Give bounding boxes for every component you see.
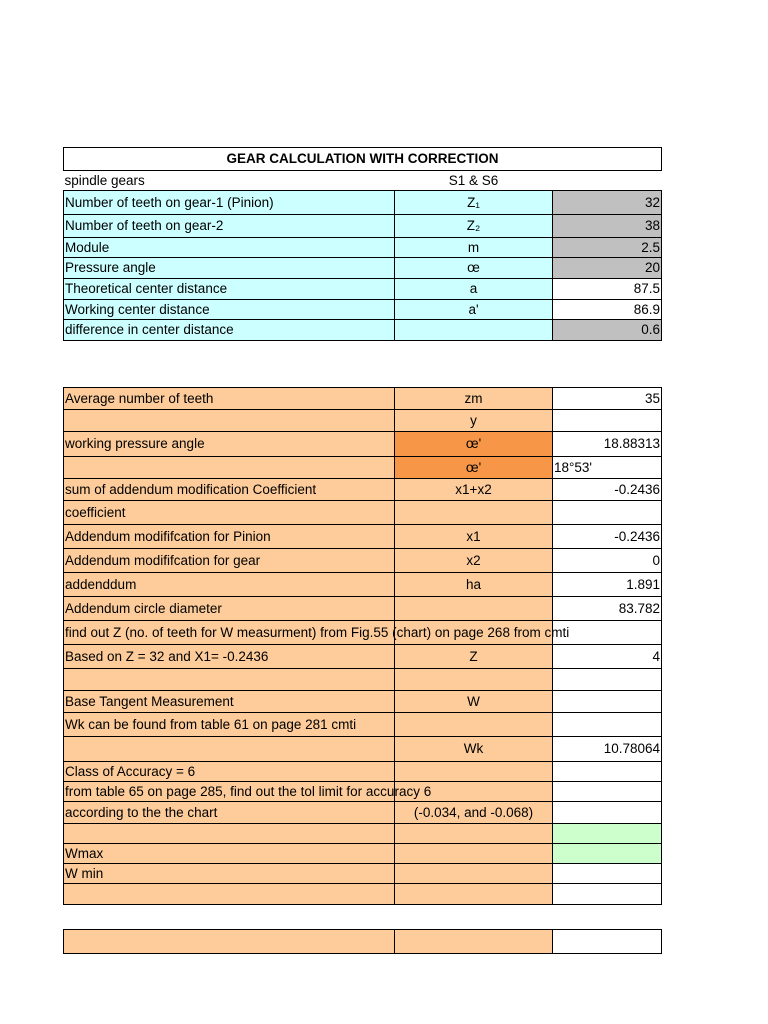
label-cell[interactable]: W min <box>64 864 395 884</box>
overflow-text: from table 65 on page 285, find out the tol limit for accuracy 6 <box>65 783 432 799</box>
subtitle-left-cell[interactable]: spindle gears <box>64 171 395 191</box>
calc-row <box>64 782 662 802</box>
symbol-cell[interactable] <box>395 669 553 691</box>
input-row <box>64 191 662 215</box>
symbol-cell[interactable] <box>395 824 553 844</box>
symbol-cell[interactable]: ha <box>395 573 553 597</box>
symbol-cell[interactable] <box>395 864 553 884</box>
input-row <box>64 238 662 258</box>
input-row <box>64 215 662 238</box>
subtitle-mid-cell[interactable]: S1 & S6 <box>395 171 553 191</box>
calc-row <box>64 762 662 782</box>
label-cell[interactable]: Class of Accuracy = 6 <box>64 762 395 782</box>
label-cell[interactable]: Pressure angle <box>64 258 395 279</box>
input-table <box>63 147 662 341</box>
symbol-cell[interactable] <box>395 884 553 905</box>
symbol-cell[interactable]: x1 <box>395 525 553 549</box>
footer-row <box>64 930 662 954</box>
label-cell[interactable]: Working center distance <box>64 300 395 320</box>
label-cell[interactable]: Average number of teeth <box>64 388 395 410</box>
symbol-cell[interactable]: x2 <box>395 549 553 573</box>
label-cell[interactable] <box>64 410 395 432</box>
label-cell[interactable]: Based on Z = 32 and X1= -0.2436 <box>64 645 395 669</box>
value-cell[interactable]: -0.2436 <box>553 525 662 549</box>
value-cell[interactable]: 10.78064 <box>553 737 662 762</box>
symbol-cell[interactable]: zm <box>395 388 553 410</box>
subtitle-right-cell[interactable] <box>553 171 662 191</box>
label-cell[interactable] <box>64 884 395 905</box>
symbol-cell[interactable]: œ' <box>395 457 553 479</box>
value-cell[interactable] <box>553 762 662 782</box>
calc-row <box>64 501 662 525</box>
input-row <box>64 279 662 300</box>
calc-row <box>64 388 662 410</box>
calc-row <box>64 844 662 864</box>
input-row <box>64 320 662 341</box>
label-cell[interactable]: Wmax <box>64 844 395 864</box>
calc-row <box>64 549 662 573</box>
label-cell[interactable]: sum of addendum modification Coefficient <box>64 479 395 501</box>
symbol-cell[interactable]: y <box>395 410 553 432</box>
symbol-cell[interactable]: Z₂ <box>395 215 553 238</box>
symbol-cell[interactable]: Z₁ <box>395 191 553 215</box>
value-cell[interactable] <box>553 782 662 802</box>
label-cell[interactable]: Addendum modififcation for gear <box>64 549 395 573</box>
symbol-cell[interactable] <box>395 930 553 954</box>
value-cell[interactable]: 0 <box>553 549 662 573</box>
overflow-text: find out Z (no. of teeth for W measurment) from Fig.55 (chart) on page 268 from cmti <box>65 624 570 640</box>
symbol-cell[interactable] <box>395 762 553 782</box>
sheet-title[interactable]: GEAR CALCULATION WITH CORRECTION <box>64 148 662 171</box>
subtitle-row <box>64 171 662 191</box>
value-cell[interactable]: 18.88313 <box>553 432 662 457</box>
label-cell[interactable] <box>64 457 395 479</box>
label-cell[interactable]: addenddum <box>64 573 395 597</box>
label-cell[interactable]: difference in center distance <box>64 320 395 341</box>
value-cell[interactable] <box>553 713 662 737</box>
symbol-cell[interactable] <box>395 320 553 341</box>
label-cell[interactable]: Number of teeth on gear-1 (Pinion) <box>64 191 395 215</box>
calc-row <box>64 884 662 905</box>
label-cell[interactable]: Addendum circle diameter <box>64 597 395 621</box>
label-cell[interactable]: Number of teeth on gear-2 <box>64 215 395 238</box>
footer-table <box>63 929 662 954</box>
symbol-cell[interactable]: m <box>395 238 553 258</box>
calc-row <box>64 864 662 884</box>
value-cell[interactable]: 83.782 <box>553 597 662 621</box>
symbol-cell[interactable]: x1+x2 <box>395 479 553 501</box>
symbol-cell[interactable]: a <box>395 279 553 300</box>
value-cell[interactable] <box>553 824 662 844</box>
value-cell[interactable]: 2.5 <box>553 238 662 258</box>
symbol-cell[interactable] <box>395 713 553 737</box>
calc-row <box>64 645 662 669</box>
value-cell[interactable]: 20 <box>553 258 662 279</box>
value-cell[interactable]: 86.9 <box>553 300 662 320</box>
value-cell[interactable]: 38 <box>553 215 662 238</box>
value-cell[interactable]: 0.6 <box>553 320 662 341</box>
symbol-cell[interactable]: a' <box>395 300 553 320</box>
value-cell[interactable] <box>553 864 662 884</box>
symbol-cell[interactable] <box>395 844 553 864</box>
calc-row <box>64 669 662 691</box>
symbol-cell[interactable]: Wk <box>395 737 553 762</box>
label-cell[interactable]: working pressure angle <box>64 432 395 457</box>
title-row <box>64 148 662 171</box>
symbol-cell[interactable]: œ <box>395 258 553 279</box>
calc-row <box>64 573 662 597</box>
symbol-cell[interactable]: Z <box>395 645 553 669</box>
value-cell[interactable] <box>553 844 662 864</box>
label-cell[interactable] <box>64 782 432 802</box>
label-cell[interactable] <box>64 930 395 954</box>
calc-row <box>64 824 662 844</box>
label-cell[interactable]: Module <box>64 238 395 258</box>
calc-row <box>64 410 662 432</box>
calc-row <box>64 457 662 479</box>
calc-row <box>64 432 662 457</box>
value-cell[interactable] <box>553 501 662 525</box>
input-row <box>64 258 662 279</box>
calc-row <box>64 621 662 645</box>
value-cell[interactable] <box>553 930 662 954</box>
label-cell[interactable]: Addendum modififcation for Pinion <box>64 525 395 549</box>
value-cell[interactable]: 1.891 <box>553 573 662 597</box>
value-cell[interactable]: -0.2436 <box>553 479 662 501</box>
value-cell[interactable] <box>553 802 662 824</box>
input-row <box>64 300 662 320</box>
label-cell[interactable]: coefficient <box>64 501 395 525</box>
calc-table <box>63 387 662 905</box>
value-cell[interactable] <box>553 691 662 713</box>
label-cell[interactable] <box>64 824 395 844</box>
value-cell[interactable]: 87.5 <box>553 279 662 300</box>
calc-row <box>64 691 662 713</box>
value-cell[interactable] <box>553 410 662 432</box>
calc-row <box>64 525 662 549</box>
value-cell[interactable] <box>553 669 662 691</box>
label-cell[interactable]: Wk can be found from table 61 on page 281 cmti <box>64 713 395 737</box>
calc-row <box>64 597 662 621</box>
label-cell[interactable]: Theoretical center distance <box>64 279 395 300</box>
calc-row <box>64 479 662 501</box>
symbol-cell[interactable]: œ' <box>395 432 553 457</box>
value-cell[interactable]: 4 <box>553 645 662 669</box>
value-cell[interactable]: 18°53' <box>553 457 662 479</box>
label-cell[interactable]: Base Tangent Measurement <box>64 691 395 713</box>
calc-row <box>64 737 662 762</box>
symbol-cell[interactable]: (-0.034, and -0.068) <box>395 802 553 824</box>
symbol-cell[interactable]: W <box>395 691 553 713</box>
label-cell[interactable]: according to the the chart <box>64 802 395 824</box>
value-cell[interactable]: 32 <box>553 191 662 215</box>
calc-row <box>64 802 662 824</box>
symbol-cell[interactable] <box>395 597 553 621</box>
label-cell[interactable] <box>64 621 570 645</box>
label-cell[interactable] <box>64 737 395 762</box>
value-cell[interactable] <box>553 884 662 905</box>
label-cell[interactable] <box>64 669 395 691</box>
value-cell[interactable]: 35 <box>553 388 662 410</box>
calc-row <box>64 713 662 737</box>
symbol-cell[interactable] <box>395 501 553 525</box>
